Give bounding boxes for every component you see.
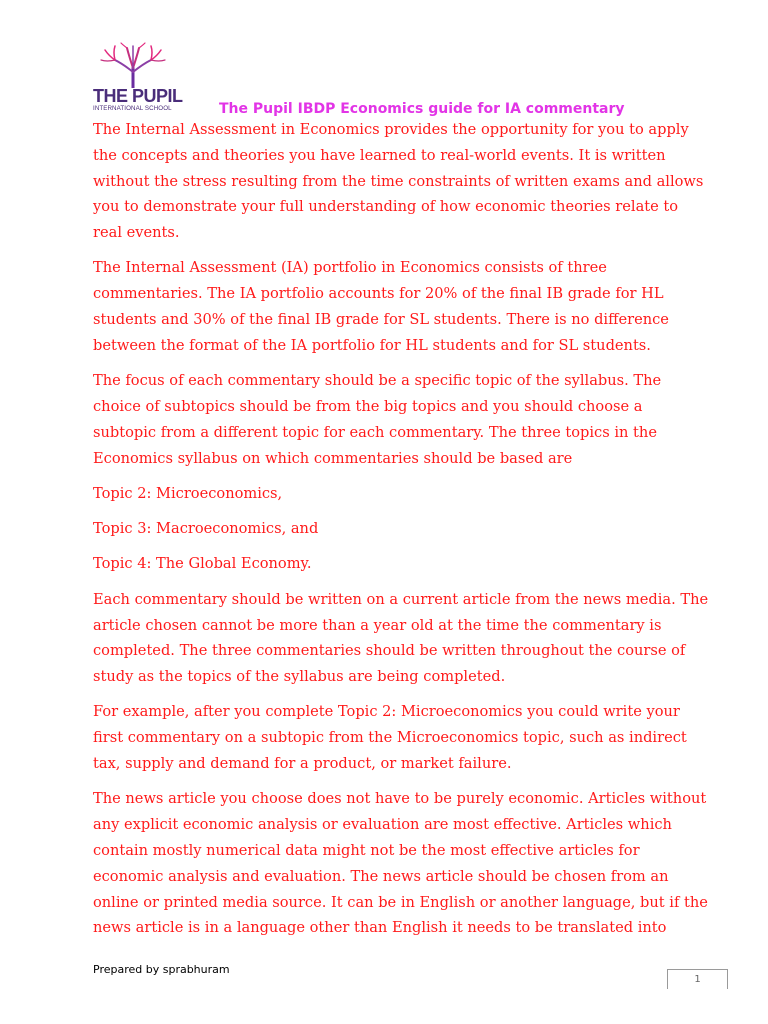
paragraph: [93, 368, 723, 471]
document-body: [93, 117, 723, 951]
text-line: Topic 2: Microeconomics,: [93, 484, 283, 502]
text-line: news article is in a language other than English it needs to be translated into: [93, 919, 667, 937]
text-line: Topic 4: The Global Economy.: [93, 555, 312, 573]
text-line: The Internal Assessment (IA) portfolio in Economics consists of three: [93, 259, 607, 277]
paragraph: [93, 699, 723, 776]
text-line: completed. The three commentaries should be written throughout the course of: [93, 642, 686, 660]
text-line: The news article you choose does not have to be purely economic. Articles without: [93, 790, 707, 808]
footer-prepared-by: Prepared by sprabhuram: [93, 963, 230, 976]
text-line: the concepts and theories you have learned to real-world events. It is written: [93, 146, 666, 164]
text-line: any explicit economic analysis or evaluation are most effective. Articles which: [93, 816, 672, 834]
text-line: tax, supply and demand for a product, or market failure.: [93, 755, 512, 773]
logo-school-name: THE PUPIL: [93, 86, 183, 106]
text-line: For example, after you complete Topic 2: Microeconomics you could write your: [93, 703, 680, 721]
paragraph: [93, 255, 723, 358]
text-line: The focus of each commentary should be a specific topic of the syllabus. The: [93, 372, 662, 390]
text-line: between the format of the IA portfolio for HL students and for SL students.: [93, 336, 651, 354]
paragraph: [93, 117, 723, 246]
page-number: 1: [667, 969, 728, 989]
logo-school-subtitle: INTERNATIONAL SCHOOL: [93, 105, 172, 112]
text-line: first commentary on a subtopic from the Microeconomics topic, such as indirect: [93, 729, 687, 747]
text-line: economic analysis and evaluation. The news article should be chosen from an: [93, 867, 669, 885]
text-line: choice of subtopics should be from the big topics and you should choose a: [93, 397, 643, 415]
text-line: contain mostly numerical data might not be the most effective articles for: [93, 841, 640, 859]
paragraph: [93, 516, 723, 542]
text-line: subtopic from a different topic for each commentary. The three topics in the: [93, 423, 657, 441]
text-line: you to demonstrate your full understanding of how economic theories relate to: [93, 198, 679, 216]
text-line: study as the topics of the syllabus are being completed.: [93, 668, 506, 686]
text-line: article chosen cannot be more than a year old at the time the commentary is: [93, 616, 662, 634]
text-line: The Internal Assessment in Economics provides the opportunity for you to apply: [93, 121, 689, 138]
paragraph: [93, 786, 723, 941]
text-line: Topic 3: Macroeconomics, and: [93, 520, 319, 538]
text-line: online or printed media source. It can be in English or another language, but if the: [93, 893, 708, 911]
document-title: The Pupil IBDP Economics guide for IA commentary: [219, 101, 625, 117]
text-line: Each commentary should be written on a current article from the news media. The: [93, 590, 709, 608]
text-line: real events.: [93, 224, 180, 242]
school-logo: [93, 42, 183, 120]
text-line: students and 30% of the final IB grade for SL students. There is no difference: [93, 311, 669, 329]
tree-logo-icon: [93, 42, 173, 88]
paragraph: [93, 551, 723, 577]
text-line: without the stress resulting from the time constraints of written exams and allows: [93, 172, 704, 190]
text-line: Economics syllabus on which commentaries should be based are: [93, 449, 573, 467]
text-line: commentaries. The IA portfolio accounts for 20% of the final IB grade for HL: [93, 285, 664, 303]
paragraph: [93, 587, 723, 690]
paragraph: [93, 481, 723, 507]
